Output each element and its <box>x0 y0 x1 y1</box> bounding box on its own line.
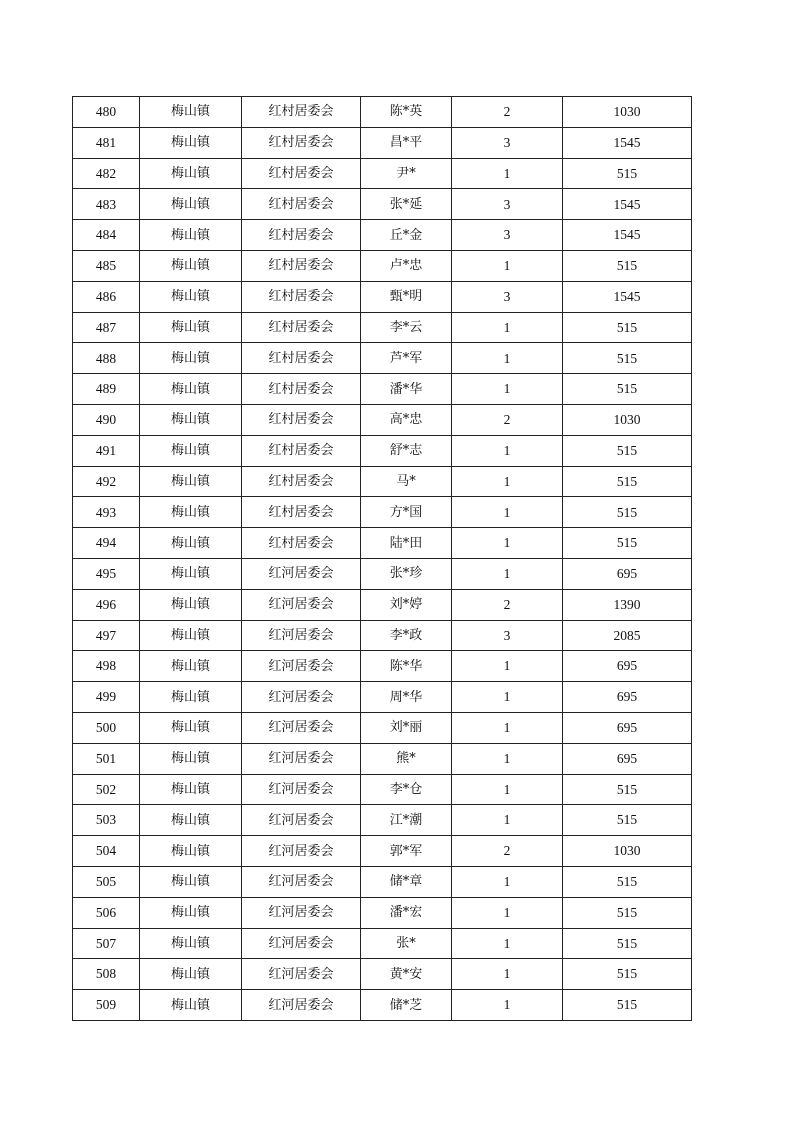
amount-cell: 515 <box>563 897 692 928</box>
row-number-cell: 503 <box>73 805 140 836</box>
amount-cell: 515 <box>563 312 692 343</box>
amount-cell: 515 <box>563 466 692 497</box>
table-row <box>73 712 692 743</box>
amount-cell: 515 <box>563 250 692 281</box>
table-row <box>73 774 692 805</box>
town-cell: 梅山镇 <box>140 558 242 589</box>
count-cell: 1 <box>452 774 563 805</box>
committee-cell: 红村居委会 <box>242 127 361 158</box>
count-cell: 3 <box>452 220 563 251</box>
name-cell: 卢*忠 <box>361 250 452 281</box>
count-cell: 2 <box>452 589 563 620</box>
count-cell: 1 <box>452 682 563 713</box>
amount-cell: 1390 <box>563 589 692 620</box>
table-row <box>73 928 692 959</box>
row-number-cell: 504 <box>73 836 140 867</box>
town-cell: 梅山镇 <box>140 651 242 682</box>
amount-cell: 515 <box>563 774 692 805</box>
table-row <box>73 435 692 466</box>
table-row <box>73 97 692 128</box>
row-number-cell: 486 <box>73 281 140 312</box>
count-cell: 1 <box>452 712 563 743</box>
row-number-cell: 501 <box>73 743 140 774</box>
committee-cell: 红河居委会 <box>242 897 361 928</box>
amount-cell: 695 <box>563 682 692 713</box>
town-cell: 梅山镇 <box>140 343 242 374</box>
row-number-cell: 498 <box>73 651 140 682</box>
town-cell: 梅山镇 <box>140 127 242 158</box>
town-cell: 梅山镇 <box>140 528 242 559</box>
row-number-cell: 494 <box>73 528 140 559</box>
committee-cell: 红河居委会 <box>242 928 361 959</box>
name-cell: 芦*军 <box>361 343 452 374</box>
name-cell: 陈*英 <box>361 97 452 128</box>
name-cell: 周*华 <box>361 682 452 713</box>
table-row <box>73 959 692 990</box>
town-cell: 梅山镇 <box>140 97 242 128</box>
town-cell: 梅山镇 <box>140 682 242 713</box>
amount-cell: 695 <box>563 712 692 743</box>
amount-cell: 1030 <box>563 97 692 128</box>
committee-cell: 红河居委会 <box>242 743 361 774</box>
town-cell: 梅山镇 <box>140 805 242 836</box>
committee-cell: 红河居委会 <box>242 589 361 620</box>
committee-cell: 红村居委会 <box>242 435 361 466</box>
amount-cell: 515 <box>563 990 692 1021</box>
table-row <box>73 620 692 651</box>
count-cell: 1 <box>452 805 563 836</box>
row-number-cell: 480 <box>73 97 140 128</box>
name-cell: 张*珍 <box>361 558 452 589</box>
name-cell: 高*忠 <box>361 404 452 435</box>
table-row <box>73 805 692 836</box>
amount-cell: 515 <box>563 343 692 374</box>
row-number-cell: 495 <box>73 558 140 589</box>
table-row <box>73 651 692 682</box>
table-row <box>73 836 692 867</box>
table-row <box>73 558 692 589</box>
town-cell: 梅山镇 <box>140 374 242 405</box>
committee-cell: 红河居委会 <box>242 959 361 990</box>
committee-cell: 红河居委会 <box>242 558 361 589</box>
count-cell: 1 <box>452 558 563 589</box>
row-number-cell: 509 <box>73 990 140 1021</box>
name-cell: 马* <box>361 466 452 497</box>
amount-cell: 515 <box>563 374 692 405</box>
row-number-cell: 483 <box>73 189 140 220</box>
count-cell: 1 <box>452 497 563 528</box>
amount-cell: 515 <box>563 497 692 528</box>
amount-cell: 1030 <box>563 836 692 867</box>
committee-cell: 红村居委会 <box>242 281 361 312</box>
count-cell: 1 <box>452 466 563 497</box>
count-cell: 1 <box>452 343 563 374</box>
count-cell: 1 <box>452 250 563 281</box>
table-row <box>73 528 692 559</box>
count-cell: 1 <box>452 651 563 682</box>
name-cell: 刘*丽 <box>361 712 452 743</box>
town-cell: 梅山镇 <box>140 497 242 528</box>
amount-cell: 515 <box>563 805 692 836</box>
table-row <box>73 189 692 220</box>
count-cell: 1 <box>452 959 563 990</box>
committee-cell: 红村居委会 <box>242 97 361 128</box>
town-cell: 梅山镇 <box>140 435 242 466</box>
table-row <box>73 497 692 528</box>
committee-cell: 红河居委会 <box>242 620 361 651</box>
table-row <box>73 312 692 343</box>
table-row <box>73 866 692 897</box>
name-cell: 丘*金 <box>361 220 452 251</box>
count-cell: 1 <box>452 743 563 774</box>
town-cell: 梅山镇 <box>140 836 242 867</box>
table-row <box>73 158 692 189</box>
row-number-cell: 505 <box>73 866 140 897</box>
committee-cell: 红村居委会 <box>242 158 361 189</box>
row-number-cell: 493 <box>73 497 140 528</box>
name-cell: 储*章 <box>361 866 452 897</box>
row-number-cell: 496 <box>73 589 140 620</box>
town-cell: 梅山镇 <box>140 281 242 312</box>
table-row <box>73 127 692 158</box>
row-number-cell: 508 <box>73 959 140 990</box>
committee-cell: 红河居委会 <box>242 774 361 805</box>
amount-cell: 515 <box>563 959 692 990</box>
count-cell: 2 <box>452 836 563 867</box>
committee-cell: 红村居委会 <box>242 466 361 497</box>
committee-cell: 红村居委会 <box>242 404 361 435</box>
row-number-cell: 484 <box>73 220 140 251</box>
count-cell: 1 <box>452 990 563 1021</box>
name-cell: 李*政 <box>361 620 452 651</box>
name-cell: 潘*华 <box>361 374 452 405</box>
amount-cell: 515 <box>563 158 692 189</box>
town-cell: 梅山镇 <box>140 959 242 990</box>
name-cell: 储*芝 <box>361 990 452 1021</box>
table-row <box>73 250 692 281</box>
name-cell: 张*延 <box>361 189 452 220</box>
town-cell: 梅山镇 <box>140 466 242 497</box>
table-row <box>73 990 692 1021</box>
committee-cell: 红村居委会 <box>242 250 361 281</box>
amount-cell: 1545 <box>563 189 692 220</box>
name-cell: 熊* <box>361 743 452 774</box>
committee-cell: 红河居委会 <box>242 866 361 897</box>
table-row <box>73 343 692 374</box>
name-cell: 尹* <box>361 158 452 189</box>
committee-cell: 红河居委会 <box>242 990 361 1021</box>
committee-cell: 红河居委会 <box>242 651 361 682</box>
name-cell: 李*云 <box>361 312 452 343</box>
row-number-cell: 489 <box>73 374 140 405</box>
table-row <box>73 374 692 405</box>
row-number-cell: 507 <box>73 928 140 959</box>
row-number-cell: 497 <box>73 620 140 651</box>
town-cell: 梅山镇 <box>140 774 242 805</box>
row-number-cell: 488 <box>73 343 140 374</box>
town-cell: 梅山镇 <box>140 312 242 343</box>
name-cell: 郭*军 <box>361 836 452 867</box>
town-cell: 梅山镇 <box>140 620 242 651</box>
name-cell: 陈*华 <box>361 651 452 682</box>
town-cell: 梅山镇 <box>140 404 242 435</box>
amount-cell: 1545 <box>563 281 692 312</box>
count-cell: 1 <box>452 435 563 466</box>
row-number-cell: 481 <box>73 127 140 158</box>
amount-cell: 695 <box>563 743 692 774</box>
table-row <box>73 404 692 435</box>
name-cell: 甄*明 <box>361 281 452 312</box>
table-row <box>73 897 692 928</box>
committee-cell: 红河居委会 <box>242 805 361 836</box>
town-cell: 梅山镇 <box>140 712 242 743</box>
town-cell: 梅山镇 <box>140 743 242 774</box>
count-cell: 1 <box>452 897 563 928</box>
amount-cell: 1545 <box>563 220 692 251</box>
name-cell: 江*潮 <box>361 805 452 836</box>
amount-cell: 695 <box>563 651 692 682</box>
row-number-cell: 490 <box>73 404 140 435</box>
committee-cell: 红村居委会 <box>242 312 361 343</box>
row-number-cell: 487 <box>73 312 140 343</box>
amount-cell: 1030 <box>563 404 692 435</box>
row-number-cell: 482 <box>73 158 140 189</box>
committee-cell: 红河居委会 <box>242 712 361 743</box>
count-cell: 3 <box>452 189 563 220</box>
amount-cell: 515 <box>563 435 692 466</box>
count-cell: 1 <box>452 866 563 897</box>
town-cell: 梅山镇 <box>140 158 242 189</box>
name-cell: 刘*婷 <box>361 589 452 620</box>
row-number-cell: 500 <box>73 712 140 743</box>
count-cell: 3 <box>452 127 563 158</box>
committee-cell: 红河居委会 <box>242 836 361 867</box>
row-number-cell: 492 <box>73 466 140 497</box>
amount-cell: 695 <box>563 558 692 589</box>
town-cell: 梅山镇 <box>140 928 242 959</box>
committee-cell: 红村居委会 <box>242 189 361 220</box>
amount-cell: 2085 <box>563 620 692 651</box>
name-cell: 方*国 <box>361 497 452 528</box>
table-row <box>73 220 692 251</box>
row-number-cell: 502 <box>73 774 140 805</box>
table-row <box>73 589 692 620</box>
name-cell: 黄*安 <box>361 959 452 990</box>
row-number-cell: 506 <box>73 897 140 928</box>
table-row <box>73 281 692 312</box>
name-cell: 张* <box>361 928 452 959</box>
count-cell: 2 <box>452 97 563 128</box>
count-cell: 1 <box>452 928 563 959</box>
town-cell: 梅山镇 <box>140 866 242 897</box>
count-cell: 1 <box>452 528 563 559</box>
count-cell: 3 <box>452 281 563 312</box>
town-cell: 梅山镇 <box>140 220 242 251</box>
name-cell: 李*仓 <box>361 774 452 805</box>
name-cell: 昌*平 <box>361 127 452 158</box>
table-row <box>73 466 692 497</box>
count-cell: 2 <box>452 404 563 435</box>
committee-cell: 红村居委会 <box>242 343 361 374</box>
table-body <box>73 97 692 1021</box>
data-table <box>72 96 692 1021</box>
town-cell: 梅山镇 <box>140 897 242 928</box>
committee-cell: 红村居委会 <box>242 528 361 559</box>
town-cell: 梅山镇 <box>140 589 242 620</box>
row-number-cell: 485 <box>73 250 140 281</box>
count-cell: 1 <box>452 374 563 405</box>
committee-cell: 红村居委会 <box>242 497 361 528</box>
committee-cell: 红村居委会 <box>242 220 361 251</box>
name-cell: 潘*宏 <box>361 897 452 928</box>
committee-cell: 红村居委会 <box>242 374 361 405</box>
town-cell: 梅山镇 <box>140 250 242 281</box>
amount-cell: 515 <box>563 528 692 559</box>
row-number-cell: 491 <box>73 435 140 466</box>
table-row <box>73 743 692 774</box>
name-cell: 舒*志 <box>361 435 452 466</box>
town-cell: 梅山镇 <box>140 189 242 220</box>
town-cell: 梅山镇 <box>140 990 242 1021</box>
count-cell: 1 <box>452 158 563 189</box>
amount-cell: 515 <box>563 928 692 959</box>
amount-cell: 515 <box>563 866 692 897</box>
count-cell: 1 <box>452 312 563 343</box>
count-cell: 3 <box>452 620 563 651</box>
table-row <box>73 682 692 713</box>
committee-cell: 红河居委会 <box>242 682 361 713</box>
name-cell: 陆*田 <box>361 528 452 559</box>
row-number-cell: 499 <box>73 682 140 713</box>
amount-cell: 1545 <box>563 127 692 158</box>
